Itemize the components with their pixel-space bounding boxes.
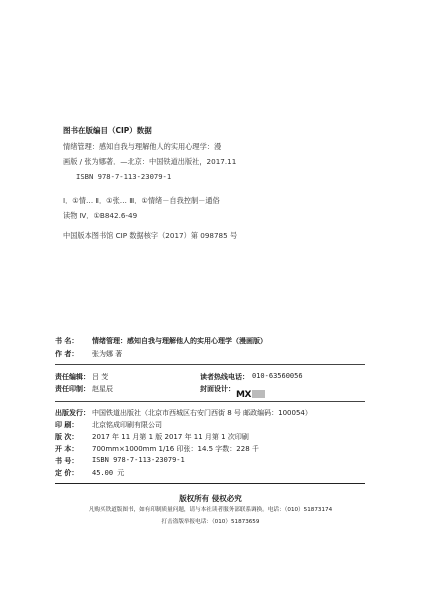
printer-value: 北京铭成印刷有限公司 xyxy=(92,421,162,429)
editor-label: 责任编辑： xyxy=(55,373,90,381)
price-label: 定 价： xyxy=(55,469,79,477)
format-label: 开 本： xyxy=(55,445,79,453)
print-supervisor-value: 赵星辰 xyxy=(92,385,113,393)
author-label: 作 者： xyxy=(55,350,79,358)
cip-line-classification-cont: 读物 Ⅳ．①B842.6-49 xyxy=(63,211,138,220)
cip-line-record-number: 中国版本图书馆 CIP 数据核字（2017）第 098785 号 xyxy=(63,231,238,240)
cip-line-classification: Ⅰ．①情… Ⅱ．①张… Ⅲ．①情绪－自我控制－通俗 xyxy=(63,196,220,205)
cover-designer-logo-mark xyxy=(252,390,265,398)
hotline-label: 读者热线电话： xyxy=(200,373,249,381)
cover-designer-logo xyxy=(236,382,265,401)
editor-value: 吕 芠 xyxy=(92,373,109,381)
printer-label: 印 刷： xyxy=(55,421,79,429)
publisher-value: 中国铁道出版社（北京市西城区右安门西街 8 号 邮政编码：100054） xyxy=(92,409,312,417)
divider-top xyxy=(55,364,365,365)
edition-value: 2017 年 11 月第 1 版 2017 年 11 月第 1 次印刷 xyxy=(92,433,249,441)
cover-designer-logo-text: MX xyxy=(236,390,251,400)
cip-line-isbn: ISBN 978-7-113-23079-1 xyxy=(76,172,172,181)
cip-line-author: 画版 / 张为娜著．—北京：中国铁道出版社，2017.11 xyxy=(63,157,237,166)
title-label: 书 名： xyxy=(55,337,79,345)
quality-notice: 凡购买铁道版图书，如有印制质量问题，请与本社读者服务部联系调换。电话：（010）51873174 xyxy=(88,507,333,513)
isbn-value: ISBN 978-7-113-23079-1 xyxy=(92,456,185,464)
publisher-label: 出版发行： xyxy=(55,409,90,417)
isbn-label: 书 号： xyxy=(55,457,79,465)
price-value: 45.00 元 xyxy=(92,469,125,477)
print-supervisor-label: 责任印制： xyxy=(55,385,90,393)
divider-middle xyxy=(55,401,365,402)
cip-line-title: 情绪管理：感知自我与理解他人的实用心理学：漫 xyxy=(63,142,222,151)
format-value: 700mm×1000mm 1/16 印张：14.5 字数：228 千 xyxy=(92,445,259,453)
cover-design-label: 封面设计： xyxy=(200,385,235,393)
edition-label: 版 次： xyxy=(55,433,79,441)
copyright-notice: 版权所有 侵权必究 xyxy=(179,494,242,503)
cip-heading: 图书在版编目（CIP）数据 xyxy=(63,126,152,135)
divider-bottom xyxy=(55,483,365,484)
title-value: 情绪管理：感知自我与理解他人的实用心理学（漫画版） xyxy=(92,337,267,345)
hotline-value: 010-63560056 xyxy=(252,372,303,380)
author-value: 张为娜 著 xyxy=(92,350,123,358)
anti-piracy-hotline: 打击盗版举报电话：（010）51873659 xyxy=(161,519,260,525)
